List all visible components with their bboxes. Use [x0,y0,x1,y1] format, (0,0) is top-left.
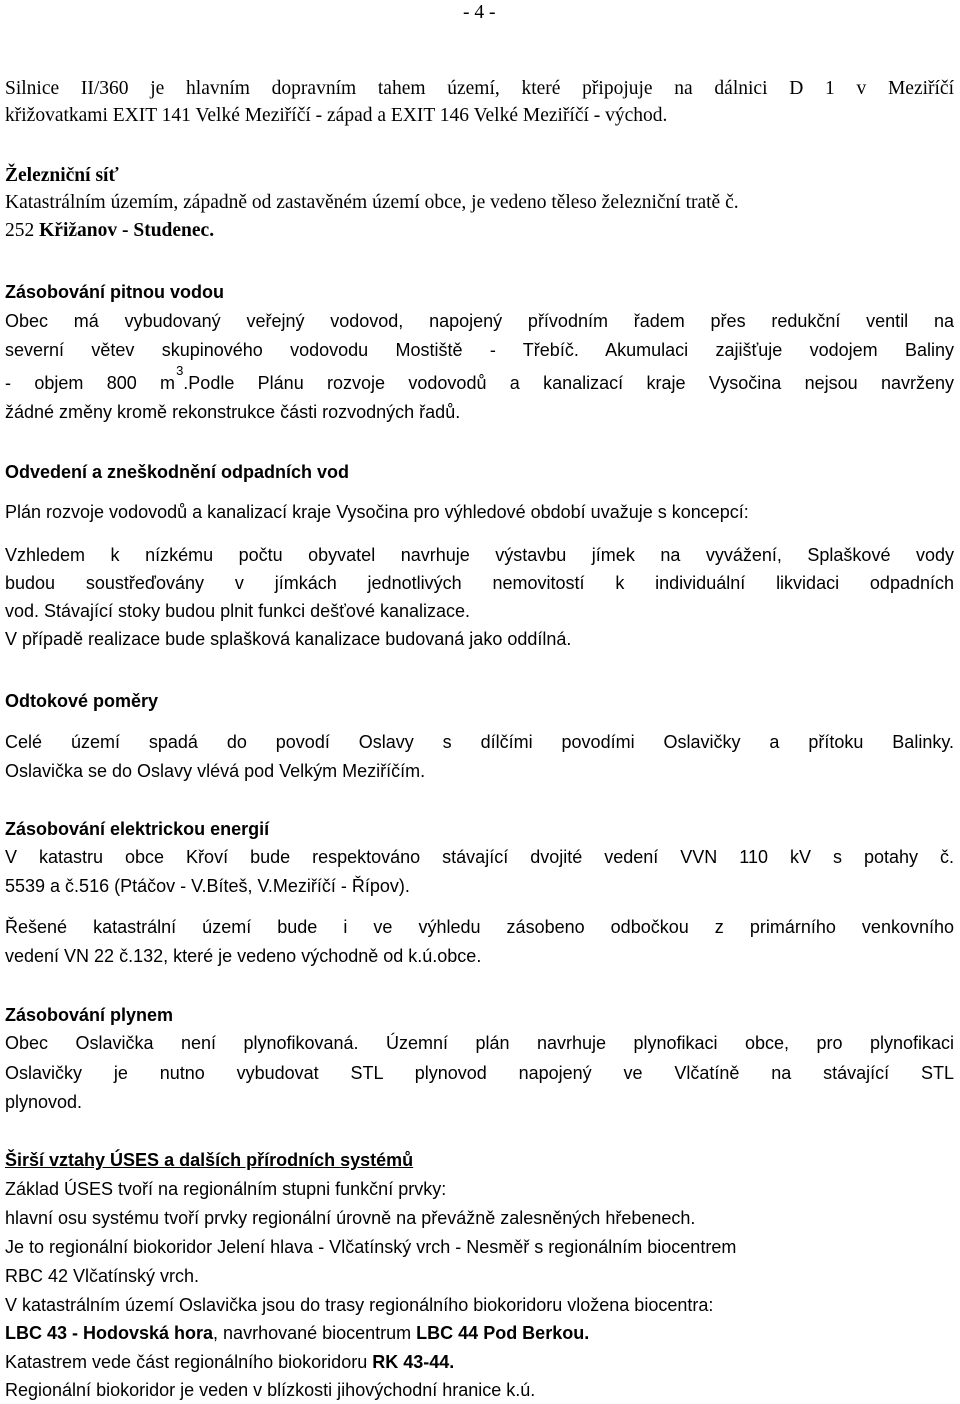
sewage-text-line: V případě realizace bude splašková kanalizace budovaná jako oddílná. [5,629,572,649]
sewage-heading: Odvedení a zneškodnění odpadních vod [5,462,350,482]
runoff-text-line: Celé území spadá do povodí Oslavy s dílčími povodími Oslavičky a přítoku Balinky. [5,732,954,752]
runoff-text-line: Oslavička se do Oslavy vlévá pod Velkým Meziříčím. [5,761,426,781]
sewage-text-line: vod. Stávající stoky budou plnit funkci dešťové kanalizace. [5,601,471,621]
rail-text-line: 252 Křižanov - Studenec. [5,220,215,241]
uses-heading: Širší vztahy ÚSES a dalších přírodních systémů [5,1150,414,1170]
biocentre-lbc44: LBC 44 Pod Berkou. [416,1323,590,1343]
water-text-line: severní větev skupinového vodovodu Mostiště - Třebíč. Akumulaci zajišťuje vodojem Baliny [5,340,954,360]
sewage-text-line: budou soustřeďovány v jímkách jednotlivých nemovitostí k individuální likvidaci odpadních [5,573,954,593]
sewage-plan-line: Plán rozvoje vodovodů a kanalizací kraje Vysočina pro výhledové období uvažuje s koncepcí: [5,502,749,522]
gas-heading: Zásobování plynem [5,1005,174,1025]
uses-text-line: Regionální biokoridor je veden v blízkosti jihovýchodní hranice k.ú. [5,1380,536,1400]
water-text-line: Obec má vybudovaný veřejný vodovod, napojený přívodním řadem přes redukční ventil na [5,311,954,331]
uses-text-line: LBC 43 - Hodovská hora, navrhované biocentrum LBC 44 Pod Berkou. [5,1323,590,1343]
page-number: - 4 - [463,2,496,23]
gas-text-line: Oslavičky je nutno vybudovat STL plynovod napojený ve Vlčatíně na stávající STL [5,1063,954,1083]
uses-text-line: V katastrálním území Oslavička jsou do trasy regionálního biokoridoru vložena biocentra: [5,1295,714,1315]
sewage-text-line: Vzhledem k nízkému počtu obyvatel navrhuje výstavbu jímek na vyvážení, Splaškové vody [5,545,954,565]
power-text-line: V katastru obce Křoví bude respektováno stávající dvojité vedení VVN 110 kV s potahy č. [5,847,954,867]
biocentre-lbc43: LBC 43 - Hodovská hora [5,1323,214,1343]
uses-text-line: RBC 42 Vlčatínský vrch. [5,1266,200,1286]
power-text-line: 5539 a č.516 (Ptáčov - V.Bíteš, V.Meziříčí - Řípov). [5,876,410,896]
rail-text-line: Katastrálním územím, západně od zastavěném území obce, je vedeno těleso železniční tratě č. [5,192,739,213]
water-text-line: žádné změny kromě rekonstrukce části rozvodných řadů. [5,402,461,422]
rail-heading: Železniční síť [5,165,119,186]
gas-text-line: Obec Oslavička není plynofikovaná. Územní plán navrhuje plynofikaci obce, pro plynofikaci [5,1033,954,1053]
uses-text-line: Je to regionální biokoridor Jelení hlava - Vlčatínský vrch - Nesměř s regionálním biocentrem [5,1237,737,1257]
uses-text-line: hlavní osu systému tvoří prvky regionální úrovně na převážně zalesněných hřebenech. [5,1208,696,1228]
rail-line-name: Křižanov - Studenec. [39,220,215,241]
runoff-heading: Odtokové poměry [5,691,159,711]
corridor-rk: RK 43-44. [372,1352,455,1372]
road-text-line: Silnice II/360 je hlavním dopravním tahem území, které připojuje na dálnici D 1 v Meziříčí [5,78,954,99]
power-text-line: Řešené katastrální území bude i ve výhledu zásobeno odbočkou z primárního venkovního [5,917,954,937]
water-text-line: - objem 800 $m^3.Podle$ Plánu rozvoje vodovodů a kanalizací kraje Vysočina nejsou navrženy [5,363,954,393]
uses-text-line: Základ ÚSES tvoří na regionálním stupni funkční prvky: [5,1179,447,1199]
water-heading: Zásobování pitnou vodou [5,282,224,302]
power-heading: Zásobování elektrickou energií [5,819,270,839]
uses-text-line: Katastrem vede část regionálního biokoridoru RK 43-44. [5,1352,455,1372]
road-text-line: křižovatkami EXIT 141 Velké Meziříčí - západ a EXIT 146 Velké Meziříčí - východ. [5,105,668,126]
superscript-3: 3 [176,363,184,378]
gas-text-line: plynovod. [5,1092,83,1112]
power-text-line: vedení VN 22 č.132, které je vedeno východně od k.ú.obce. [5,946,482,966]
